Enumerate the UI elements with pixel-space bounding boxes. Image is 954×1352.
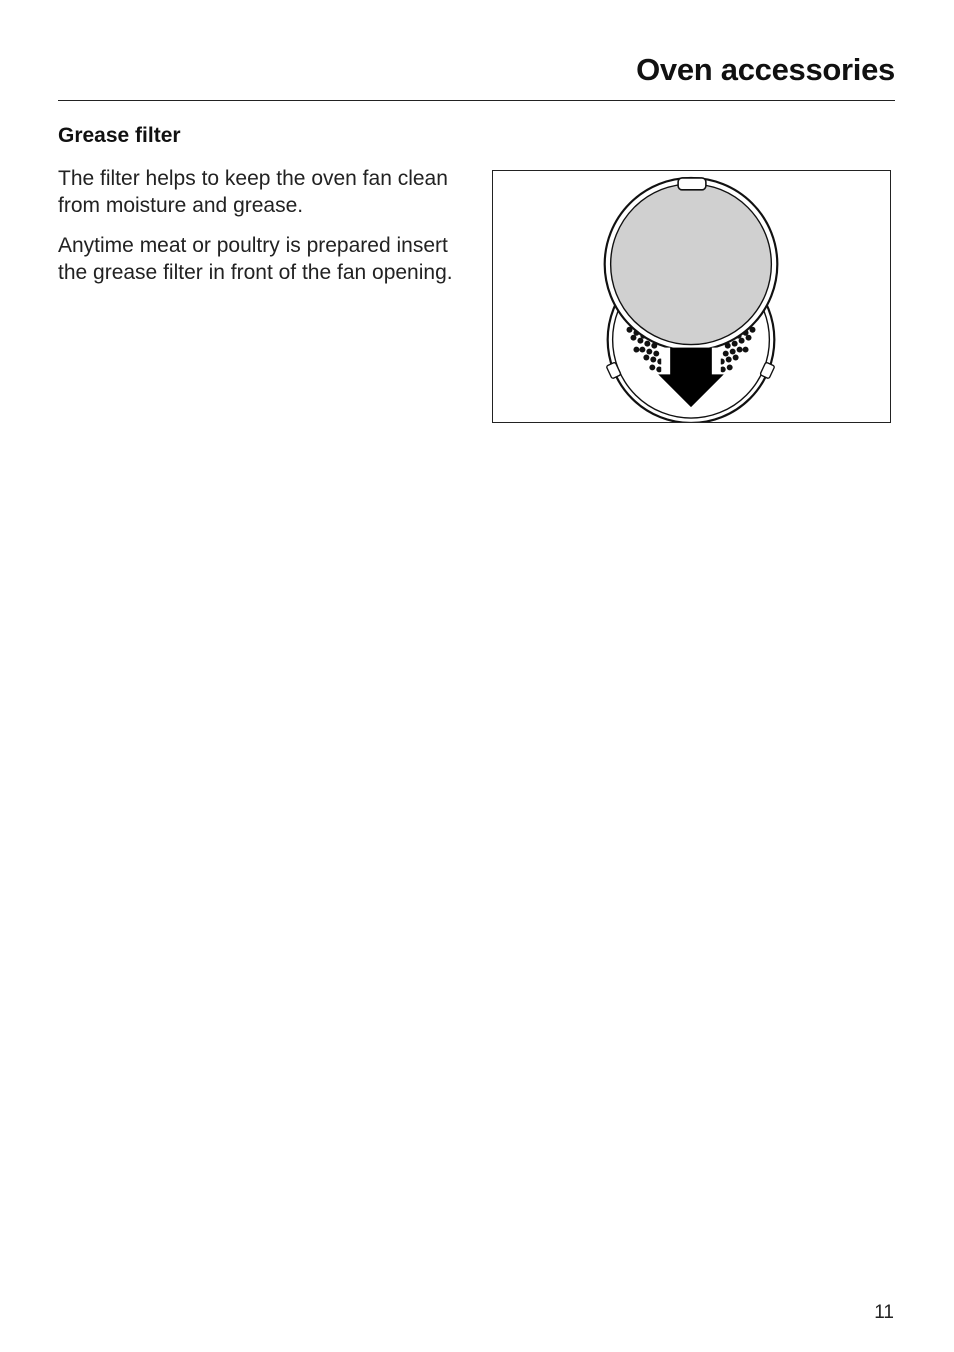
grease-filter-figure	[492, 170, 891, 423]
grease-filter-disc	[605, 178, 778, 351]
page-title: Oven accessories	[636, 52, 895, 87]
page-header	[58, 48, 895, 101]
section-heading: Grease filter	[58, 124, 181, 147]
grease-filter-illustration-icon	[493, 171, 890, 422]
body-paragraph: The filter helps to keep the oven fan clean from moisture and grease.	[58, 167, 448, 217]
page-number: 11	[874, 1302, 894, 1323]
body-paragraph: Anytime meat or poultry is prepared insert the grease filter in front of the fan opening.	[58, 234, 453, 284]
